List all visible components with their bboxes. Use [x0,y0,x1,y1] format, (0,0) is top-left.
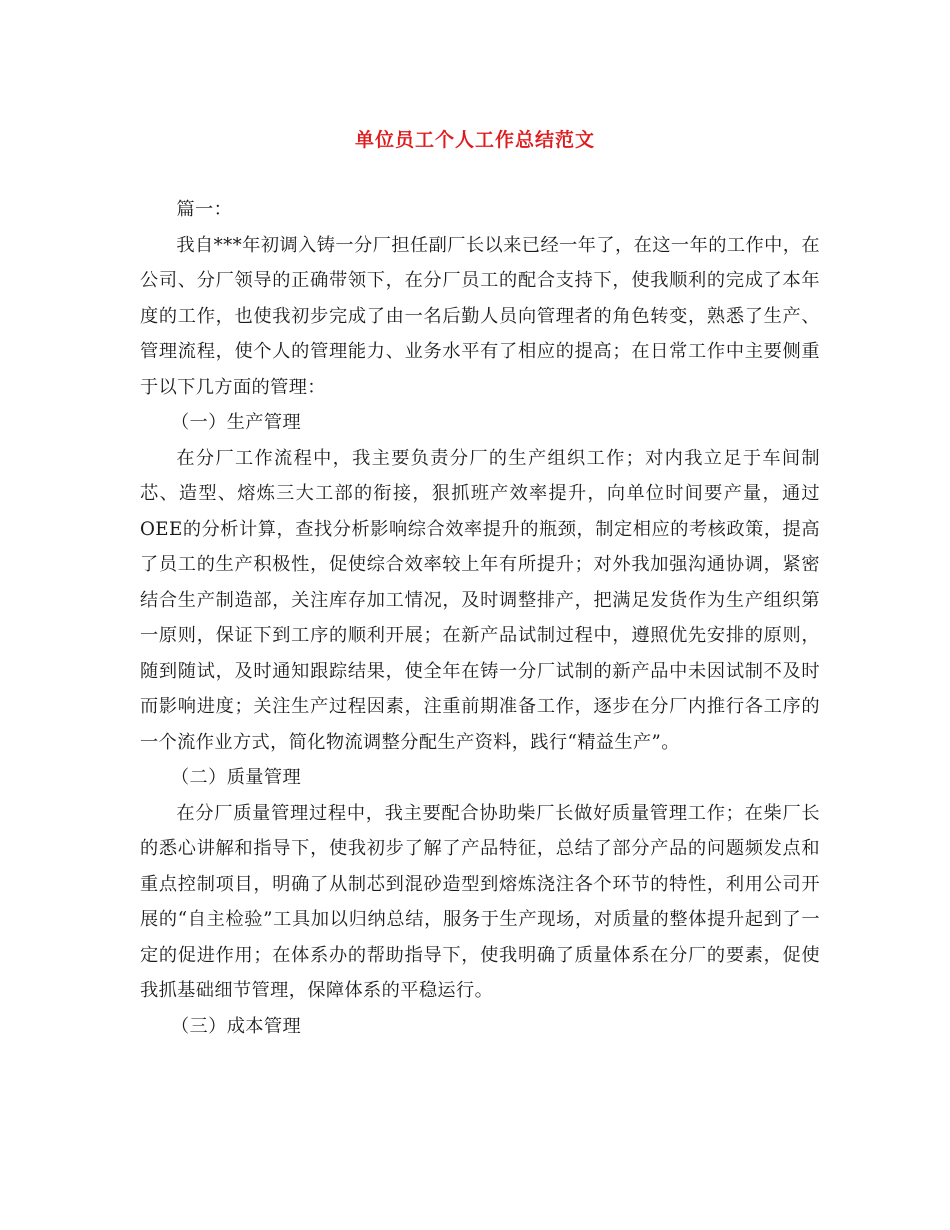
document-title: 单位员工个人工作总结范文 [354,129,595,151]
section-heading-cost: （三）成本管理 [170,1015,302,1037]
section-heading-production: （一）生产管理 [170,412,302,433]
document-body [140,192,820,1044]
paragraph-quality: 在分厂质量管理过程中，我主要配合协助柴厂长做好质量管理工作；在柴厂长的悉心讲解和指导下，使我初步了解了产品特征，总结了部分产品的问题频发点和重点控制项目，明确了从制芯到混砂造型到熔炼浇注各个环节的特性，利用公司开展的“自主检验”工具加以归纳总结，服务于生产现场，对质量的整体提升起到了一定的促进作用；在体系办的帮助指导下，使我明确了质量体系在分厂的要素，促使我抓基础细节管理，保障体系的平稳运行。 [140,802,820,1001]
paragraph-production: 在分厂工作流程中，我主要负责分厂的生产组织工作；对内我立足于车间制芯、造型、熔炼三大工部的衔接，狠抓班产效率提升，向单位时间要产量，通过OEE的分析计算，查找分析影响综合效率提升的瓶颈，制定相应的考核政策，提高了员工的生产积极性，促使综合效率较上年有所提升；对外我加强沟通协调，紧密结合生产制造部，关注库存加工情况，及时调整排产，把满足发货作为生产组织第一原则，保证下到工序的顺利开展；在新产品试制过程中，遵照优先安排的原则，随到随试，及时通知跟踪结果，使全年在铸一分厂试制的新产品中未因试制不及时而影响进度；关注生产过程因素，注重前期准备工作，逐步在分厂内推行各工序的一个流作业方式，简化物流调整分配生产资料，践行“精益生产”。 [140,447,820,753]
paragraph-intro: 我自***年初调入铸一分厂担任副厂长以来已经一年了，在这一年的工作中，在公司、分厂领导的正确带领下，在分厂员工的配合支持下，使我顺利的完成了本年度的工作，也使我初步完成了由一名后勤人员向管理者的角色转变，熟悉了生产、管理流程，使个人的管理能力、业务水平有了相应的提高；在日常工作中主要侧重于以下几方面的管理： [140,234,820,398]
paragraph-part-label: 篇一： [176,199,233,220]
section-heading-quality: （二）质量管理 [170,767,302,788]
